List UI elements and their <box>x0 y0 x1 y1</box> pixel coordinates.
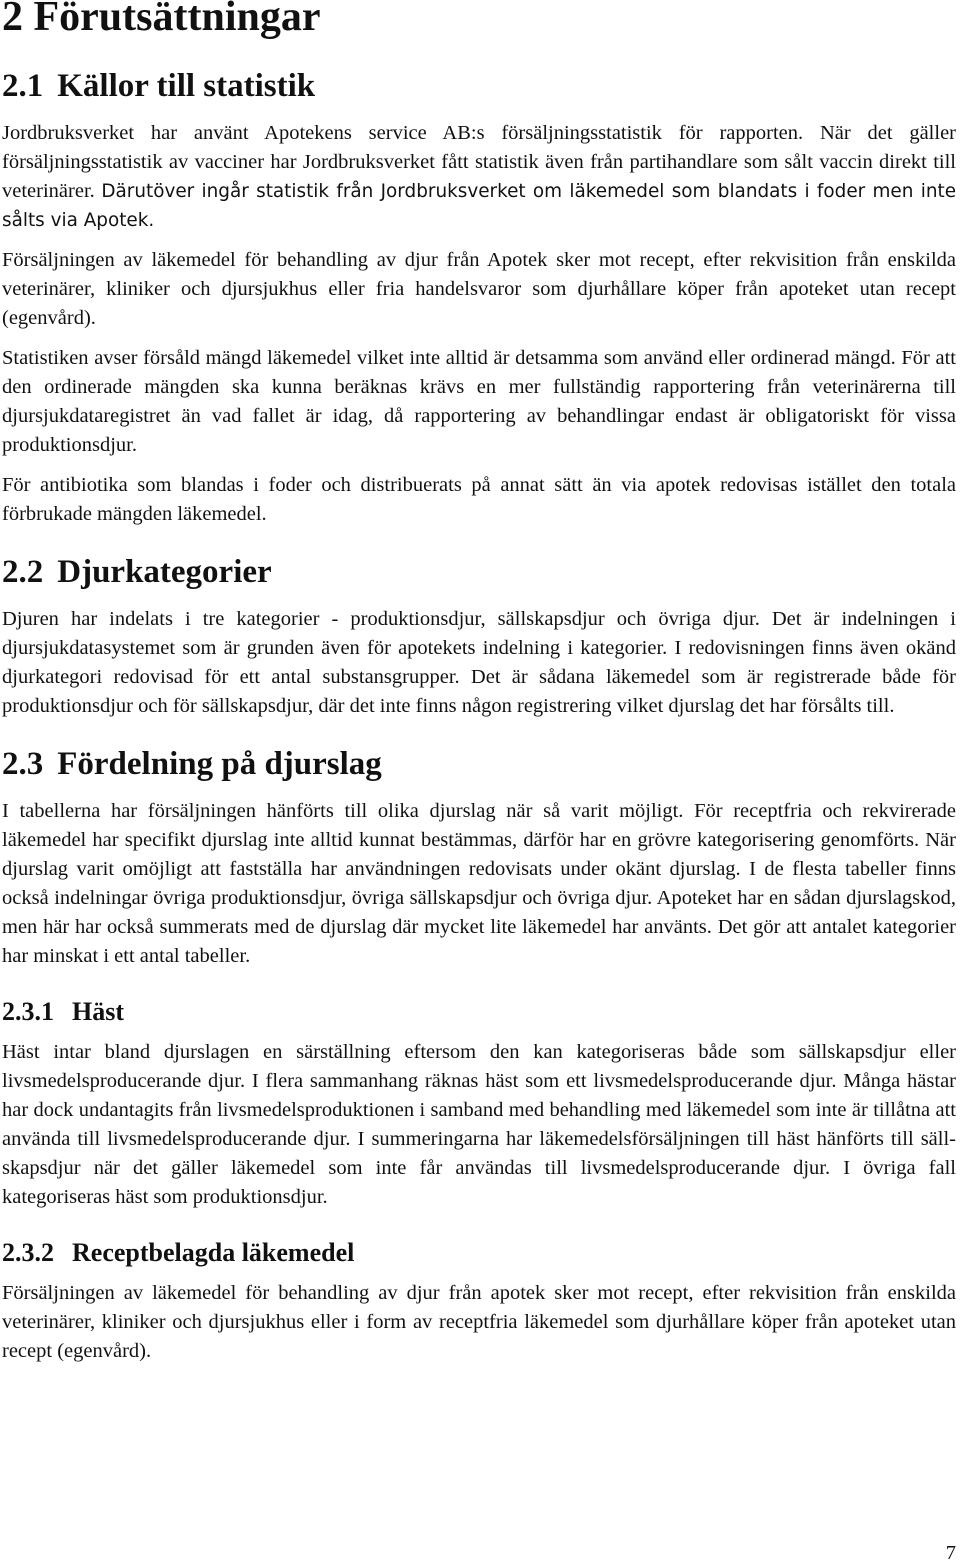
paragraph: Försäljningen av läkemedel för behandling av djur från Apotek sker mot recept, efter rekvisition från enskilda veterinärer, kliniker och djursjukhus eller fria handelsvaror som djurhållare köper från apoteket utan recept (egenvård). <box>2 249 956 329</box>
subsection-title: Häst <box>72 997 124 1026</box>
subsection-number: 2.3.2 <box>2 1238 54 1267</box>
paragraph <box>2 119 956 235</box>
chapter-number: 2 <box>2 0 23 40</box>
section-heading-2-3 <box>2 745 956 783</box>
paragraph: Försäljningen av läkemedel för behandling av djur från apotek sker mot recept, efter rekvisition från enskilda veterinärer, kliniker och djursjukhus eller i form av receptfria läkemedel som djurhållare köper från apoteket utan recept (egenvård). <box>2 1282 956 1362</box>
paragraph: Häst intar bland djurslagen en särställning eftersom den kan kategoriseras både som sällskapsdjur eller livsmedelsproducerande djur. I flera sammanhang räknas häst som ett livsmedelsproducerande djur. Många hästar har dock undantagits från livsmedelsproduktionen i samband med behandling med läkemedel som inte är tillåtna att använda till livsmedelsproducerande djur. I summeringarna har läkemedelsförsäljningen till häst hänförts till sällskapsdjur när det gäller läkemedel som inte får användas till livsmedelsproducerande djur. I övriga fall kategoriseras häst som produktionsdjur. <box>2 1041 956 1208</box>
section-title: Källor till statistik <box>57 68 316 104</box>
paragraph: I tabellerna har försäljningen hänförts till olika djurslag när så varit möjligt. För receptfria och rekvirerade läkemedel har specifikt djurslag inte alltid kunnat bestämmas, därför har en grövre kategorisering genomförts. När djurslag varit omöjligt att fastställa har användningen redovisats under okänt djurslag. I de flesta tabeller finns också indelningar övriga produktionsdjur, övriga sällskapsdjur och övriga djur. Apoteket har en sådan djurslagskod, men här har också summerats med de djurslag där mycket lite läkemedel har använts. Det gör att antalet kategorier har minskat i ett antal tabeller. <box>2 800 956 967</box>
paragraph-text-sans: Därutöver ingår statistik från Jordbruksverket om läkemedel som blandats i foder men inte sålts via Apotek. <box>2 181 957 231</box>
chapter-heading <box>2 0 956 41</box>
subsection-number: 2.3.1 <box>2 997 54 1026</box>
subsection-heading-2-3-2 <box>2 1238 956 1268</box>
page-number: 7 <box>945 1542 956 1564</box>
section-heading-2-1 <box>2 67 956 105</box>
paragraph: Statistiken avser försåld mängd läkemedel vilket inte alltid är detsamma som använd eller ordinerad mängd. För att den ordinerade mängden ska kunna beräknas krävs en mer fullständig rapportering från veterinärerna till djursjukdataregistret än vad fallet är idag, då rapportering av behandlingar endast är obligatoriskt för vissa produktionsdjur. <box>2 347 956 456</box>
section-number: 2.1 <box>2 68 44 104</box>
chapter-title: Förutsättningar <box>33 0 321 40</box>
section-title: Djurkategorier <box>57 554 272 590</box>
paragraph: Djuren har indelats i tre kategorier - produktionsdjur, sällskapsdjur och övriga djur. Det är indelningen i djursjukdatasystemet som är grunden även för apotekets indelning i kategorier. I redovisningen finns även okänd djurkategori redovisad för ett antal substansgrupper. Det är sådana läkemedel som är registrerade både för produktionsdjur och för sällskapsdjur, där det inte finns någon registrering vilket djurslag det har försålts till. <box>2 608 956 717</box>
section-number: 2.2 <box>2 554 44 590</box>
section-heading-2-2 <box>2 553 956 591</box>
section-number: 2.3 <box>2 746 44 782</box>
section-title: Fördelning på djurslag <box>57 746 382 782</box>
paragraph: För antibiotika som blandas i foder och distribuerats på annat sätt än via apotek redovisas istället den totala förbrukade mängden läkemedel. <box>2 474 956 525</box>
paragraph-text: Jordbruksverket har använt Apotekens service AB:s försäljningsstatistik för rapporten. <box>2 122 804 144</box>
paragraph-text: När det gäller försäljningsstatistik av vacciner har Jordbruksverket fått statistik även från partihandlare som sålt vaccin direkt till veterinärer. <box>2 122 956 202</box>
subsection-title: Receptbelagda läkemedel <box>72 1238 355 1267</box>
subsection-heading-2-3-1 <box>2 997 956 1027</box>
